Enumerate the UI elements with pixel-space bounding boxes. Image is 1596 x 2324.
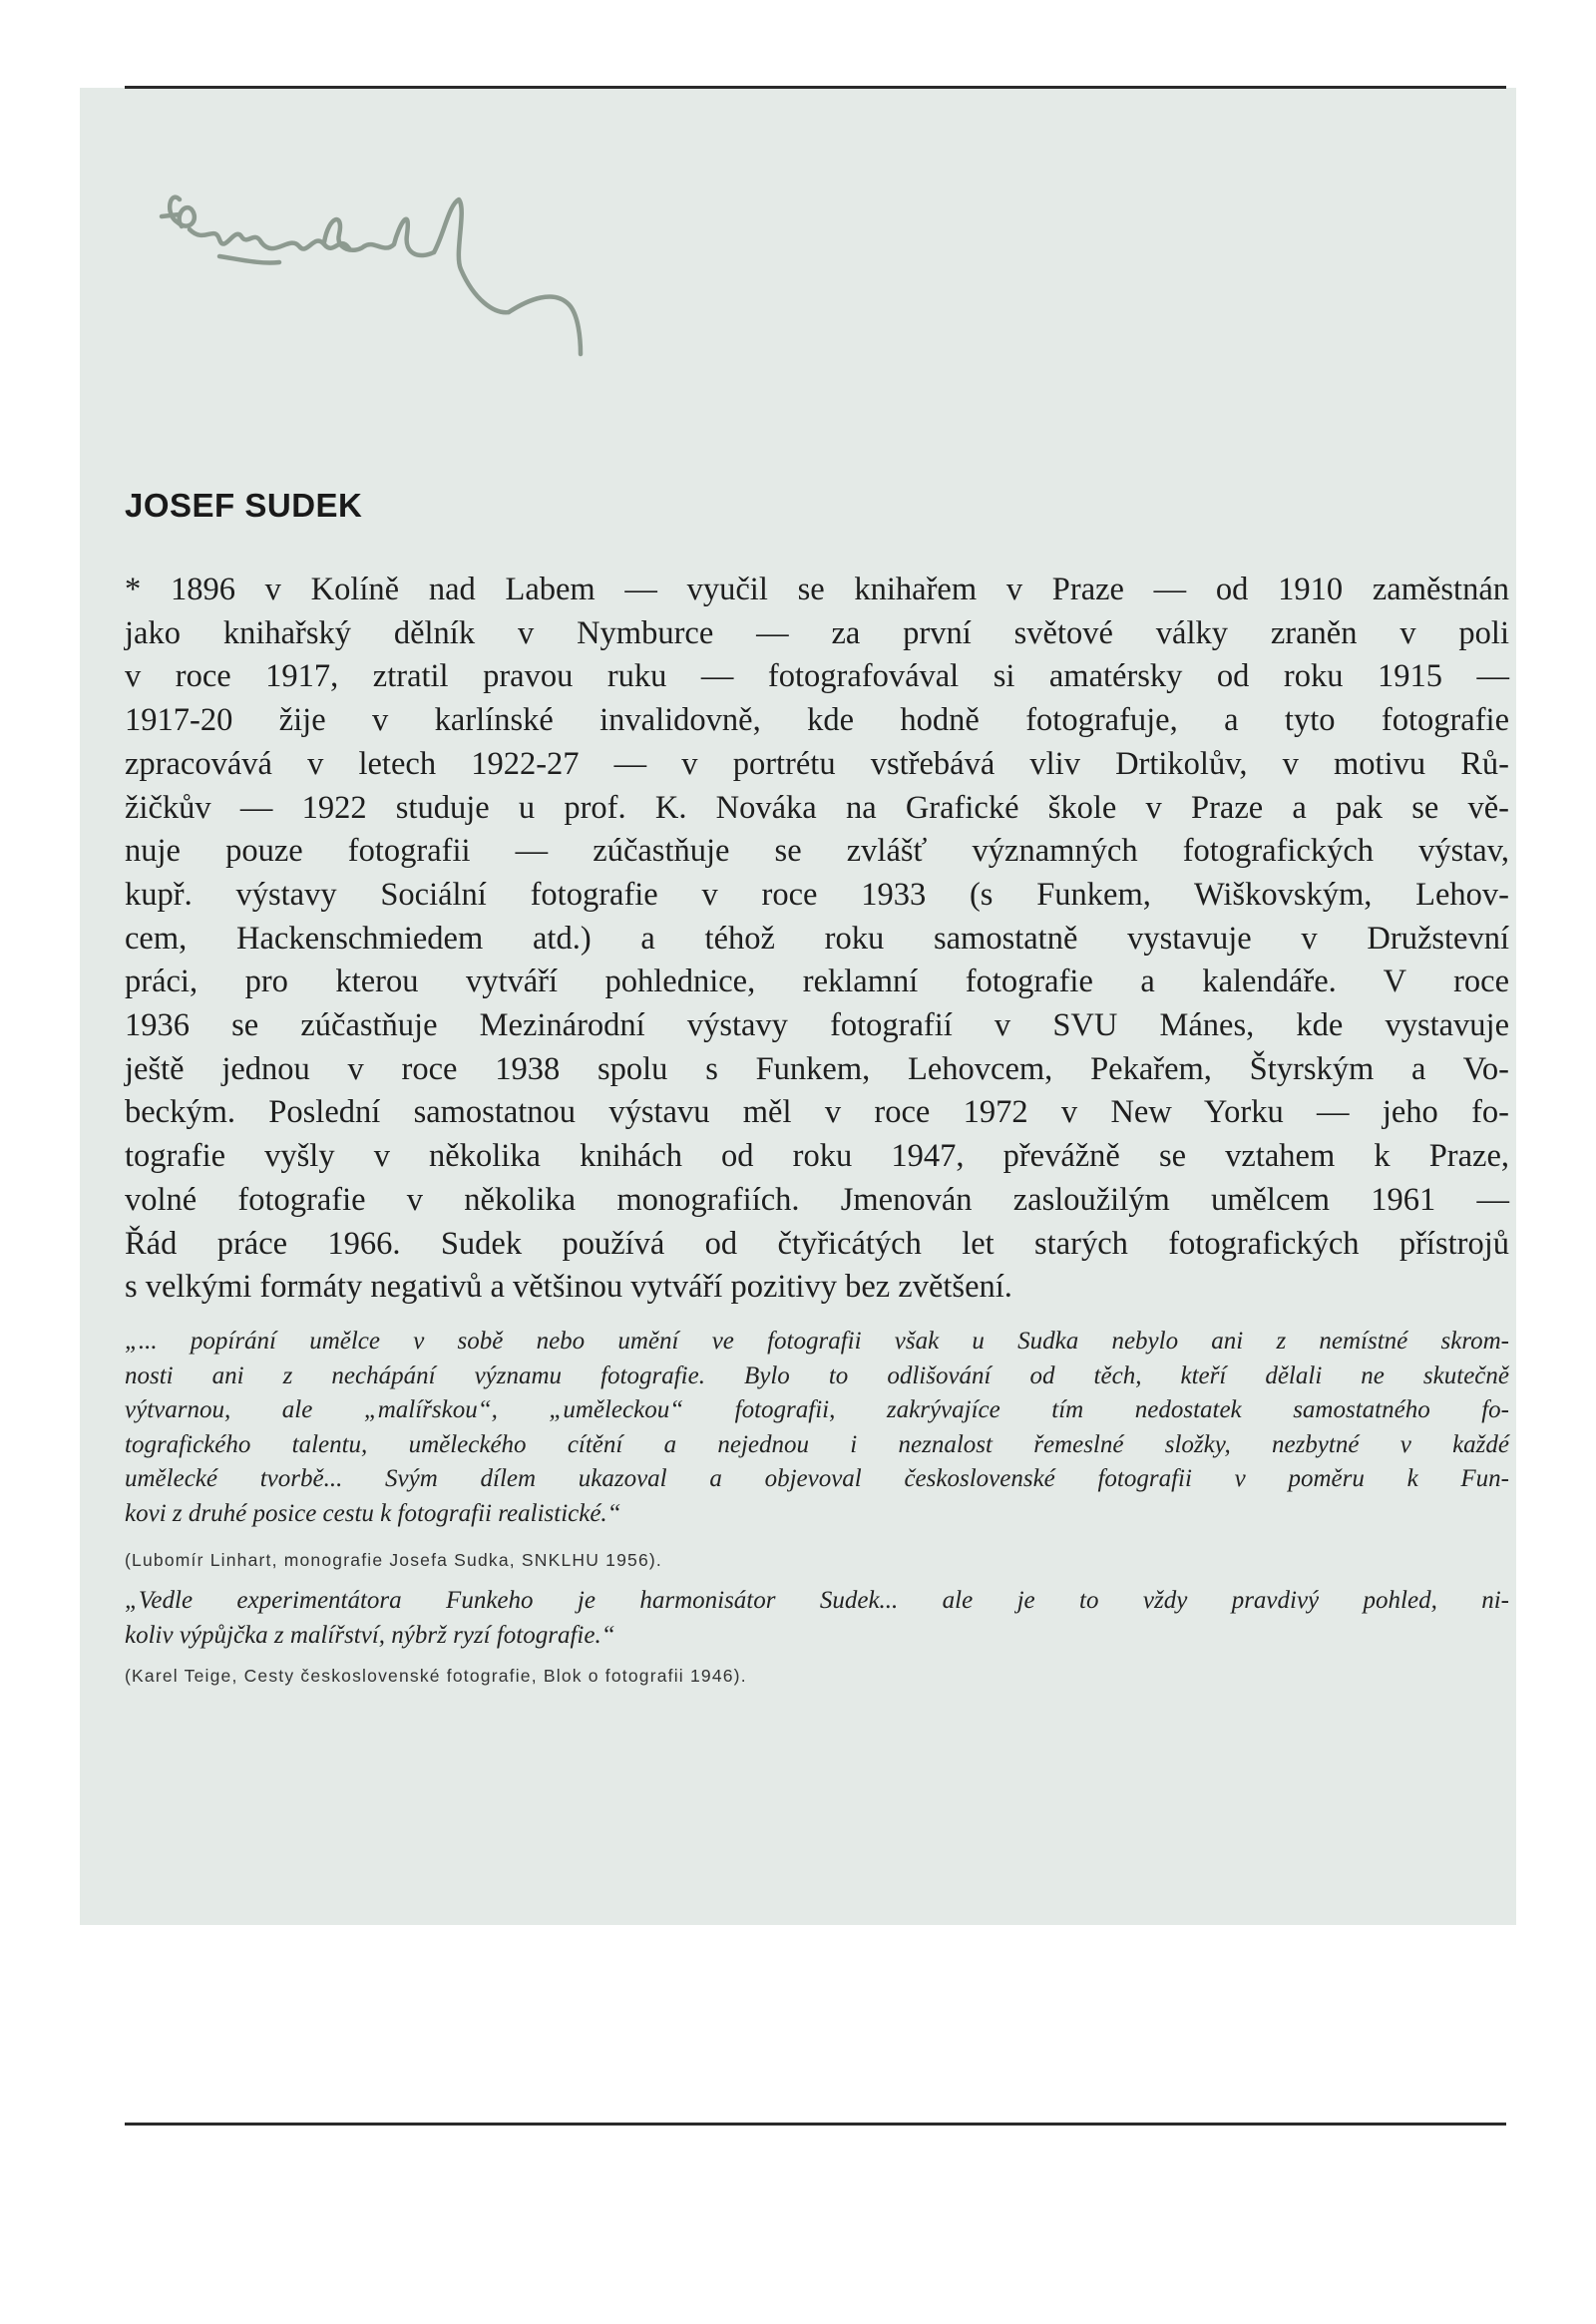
page-title: JOSEF SUDEK (125, 487, 363, 524)
bio-line: nuje pouze fotografii — zúčastňuje se zvlášť významných fotografických výstav, (125, 833, 1509, 870)
quote-line: umělecké tvorbě... Svým dílem ukazoval a objevoval československé fotografii v poměru k Fun- (125, 1465, 1509, 1492)
bio-line: volné fotografie v několika monografiích. Jmenován zasloužilým umělcem 1961 — (125, 1181, 1509, 1218)
quote-line: „... popírání umělce v sobě nebo umění ve fotografii však u Sudka nebylo ani z nemístné skrom- (125, 1328, 1509, 1355)
bio-line: ještě jednou v roce 1938 spolu s Funkem, Lehovcem, Pekařem, Štyrským a Vo- (125, 1050, 1509, 1087)
linhart-quote (125, 1325, 1509, 1531)
bio-line: kupř. výstavy Sociální fotografie v roce 1933 (s Funkem, Wiškovským, Lehov- (125, 876, 1509, 913)
bio-line: 1917-20 žije v karlínské invalidovně, kde hodně fotografuje, a tyto fotografie (125, 702, 1509, 739)
signature-image (150, 165, 648, 364)
bottom-rule (125, 2123, 1506, 2126)
bio-line: beckým. Poslední samostatnou výstavu měl v roce 1972 v New Yorku — jeho fo- (125, 1094, 1509, 1131)
teige-quote (125, 1584, 1509, 1653)
bio-line: práci, pro kterou vytváří pohlednice, reklamní fotografie a kalendáře. V roce (125, 964, 1509, 1000)
bio-line: žičkův — 1922 studuje u prof. K. Nováka na Grafické škole v Praze a pak se vě- (125, 789, 1509, 826)
quote-line: koliv výpůjčka z malířství, nýbrž ryzí fotografie.“ (125, 1621, 615, 1649)
bio-line: tografie vyšly v několika knihách od roku 1947, převážně se vztahem k Praze, (125, 1138, 1509, 1175)
bio-line: Řád práce 1966. Sudek používá od čtyřicátých let starých fotografických přístrojů (125, 1225, 1509, 1262)
bio-line: s velkými formáty negativů a většinou vytváří pozitivy bez zvětšení. (125, 1269, 1012, 1306)
bio-line: zpracovává v letech 1922-27 — v portrétu vstřebává vliv Drtikolův, v motivu Rů- (125, 745, 1509, 782)
teige-source-citation: (Karel Teige, Cesty československé fotografie, Blok o fotografii 1946). (125, 1666, 747, 1686)
quote-line: nosti ani z nechápání významu fotografie. Bylo to odlišování od těch, kteří dělali ne skutečně (125, 1361, 1509, 1389)
bio-line: v roce 1917, ztratil pravou ruku — fotografovával si amatérsky od roku 1915 — (125, 658, 1509, 695)
bio-line: jako knihařský dělník v Nymburce — za první světové války zraněn v poli (125, 614, 1509, 651)
bio-line: * 1896 v Kolíně nad Labem — vyučil se knihařem v Praze — od 1910 zaměstnán (125, 572, 1509, 607)
quote-line: výtvarnou, ale „malířskou“, „uměleckou“ fotografii, zakrývajíce tím nedostatek samostatného fo- (125, 1396, 1509, 1423)
biography-paragraph (125, 569, 1509, 1310)
bio-line: cem, Hackenschmiedem atd.) a téhož roku samostatně vystavuje v Družstevní (125, 920, 1509, 957)
bio-line: 1936 se zúčastňuje Mezinárodní výstavy fotografií v SVU Mánes, kde vystavuje (125, 1007, 1509, 1044)
quote-line: tografického talentu, uměleckého cítění a nejednou i neznalost řemeslné složky, nezbytné v každé (125, 1430, 1509, 1458)
quote-line: kovi z druhé posice cestu k fotografii realistické.“ (125, 1499, 621, 1527)
linhart-source-citation: (Lubomír Linhart, monografie Josefa Sudka, SNKLHU 1956). (125, 1550, 662, 1570)
top-rule (125, 86, 1506, 89)
quote-line: „Vedle experimentátora Funkeho je harmonisátor Sudek... ale je to vždy pravdivý pohled, ni- (125, 1587, 1509, 1614)
